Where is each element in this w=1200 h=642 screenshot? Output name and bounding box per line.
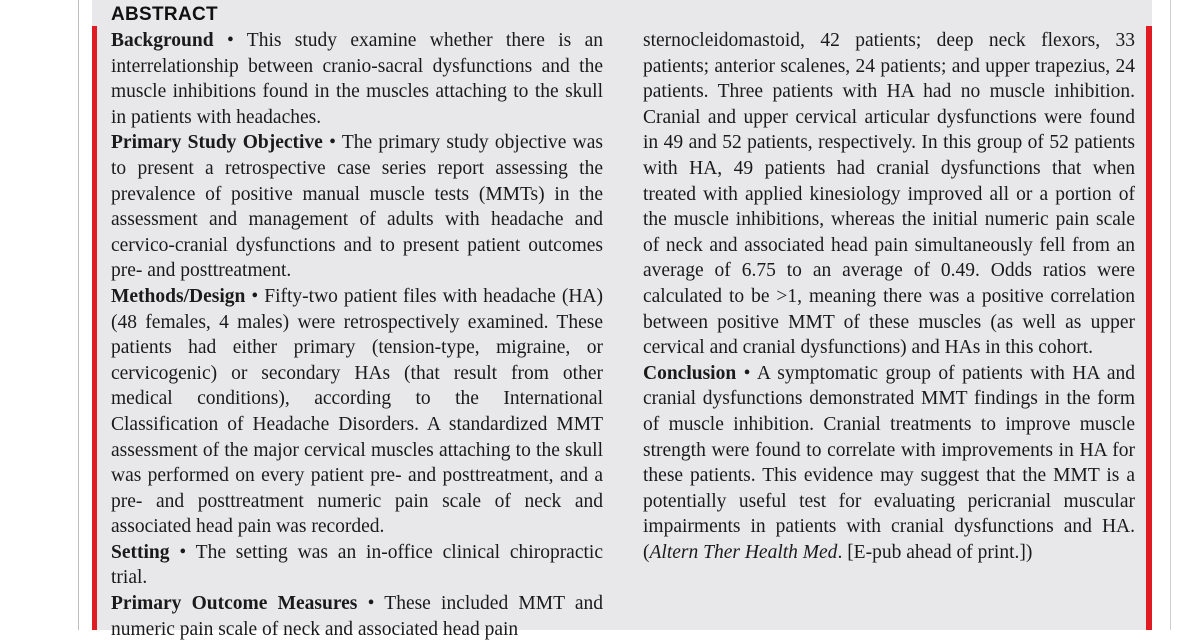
section-separator: • (322, 132, 342, 154)
setting-text: The setting was an in-office clinical chiropractic trial. (111, 541, 603, 589)
section-separator: • (736, 362, 757, 384)
methods-paragraph (111, 284, 603, 540)
outcome-measures-label: Primary Outcome Measures (111, 593, 358, 615)
accent-bar-right (1146, 26, 1152, 630)
section-separator: • (245, 285, 265, 307)
conclusion-label: Conclusion (643, 362, 737, 384)
page-edge-left (78, 0, 79, 630)
conclusion-text: A symptomatic group of patients with HA and cranial dysfunctions demonstrated MMT findings in the form of muscle inhibition. Cranial treatments to improve muscle strength were found to correlate with improvements in HA for these patients. This evidence may suggest that the MMT is a potentially useful test for evaluating pericranial muscular impairments in patients with cranial dysfunctions and HA. ( (643, 362, 1135, 563)
background-text: This study examine whether there is an interrelationship between cranio-sacral dysfunctions and the muscle inhibitions found in the muscles attaching to the skull in patients with headaches. (111, 30, 603, 128)
section-separator: • (357, 593, 385, 615)
conclusion-paragraph (643, 361, 1135, 566)
abstract-column-left (111, 28, 603, 642)
objective-label: Primary Study Objective (111, 132, 323, 154)
page-edge-right (1170, 0, 1171, 630)
citation-tail: . [E-pub ahead of print.]) (837, 541, 1033, 563)
methods-text: Fifty-two patient files with headache (HA) (48 females, 4 males) were retrospectively examined. These patients had either primary (tension-type, migraine, or cervicogenic) or secondary HAs (that result from other medical conditions), according to the International Classification of Headache Disorders. A standardized MMT assessment of the major cervical muscles attaching to the skull was performed on every patient pre- and posttreatment, and a pre- and posttreatment numeric pain scale of neck and associated head pain was recorded. (111, 285, 604, 538)
objective-text: The primary study objective was to present a retrospective case series report assessing the prevalence of positive manual muscle tests (MMTs) in the assessment and management of adults with headache and cervico-cranial dysfunctions and to present patient outcomes pre- and posttreatment. (111, 132, 603, 282)
setting-label: Setting (111, 541, 170, 563)
section-separator: • (169, 541, 196, 563)
objective-paragraph (111, 130, 603, 284)
outcome-measures-paragraph (111, 591, 603, 642)
outcome-measures-text: These included MMT and numeric pain scale of neck and associated head pain (111, 593, 603, 640)
background-paragraph (111, 28, 603, 130)
abstract-heading: ABSTRACT (111, 4, 218, 25)
results-continued-paragraph (643, 28, 1135, 361)
background-label: Background (111, 30, 214, 51)
methods-label: Methods/Design (111, 285, 246, 307)
accent-bar-left (92, 26, 97, 630)
abstract-column-right (643, 28, 1135, 565)
section-separator: • (213, 30, 247, 51)
results-continued-text: sternocleidomastoid, 42 patients; deep neck flexors, 33 patients; anterior scalenes, 24 patients; and upper trapezius, 24 patients. Three patients with HA had no muscle inhibition. Cranial and upper cervical articular dysfunctions were found in 49 and 52 patients, respectively. In this group of 52 patients with HA, 49 patients had cranial dysfunctions that when treated with applied kinesiology improved all or a portion of the muscle inhibitions, whereas the initial numeric pain scale of neck and associated head pain simultaneously fell from an average of 6.75 to an average of 0.49. Odds ratios were calculated to be >1, meaning there was a positive correlation between positive MMT of these muscles (as well as upper cervical and cranial dysfunctions) and HAs in this cohort. (643, 30, 1135, 359)
journal-citation: Altern Ther Health Med (649, 541, 838, 563)
setting-paragraph (111, 540, 603, 591)
